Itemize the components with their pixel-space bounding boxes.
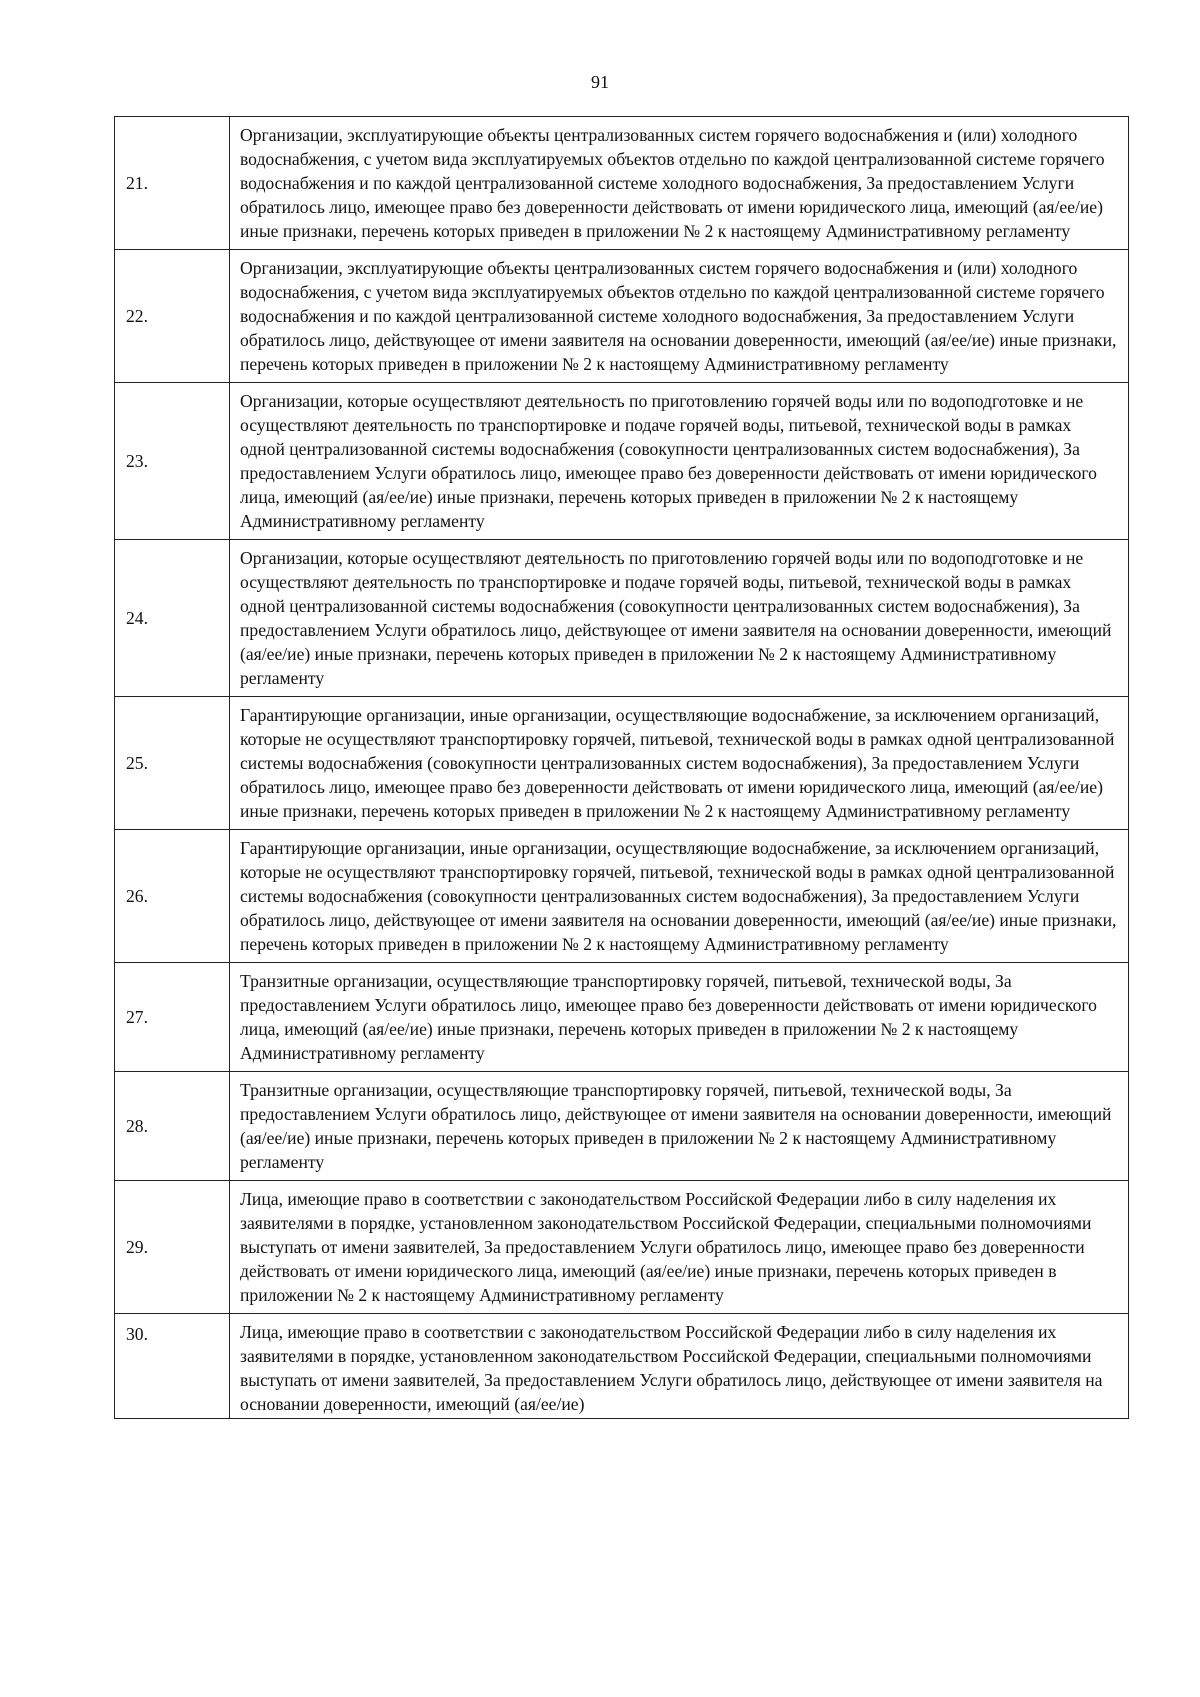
row-number: 28. [115, 1072, 230, 1181]
row-description: Лица, имеющие право в соответствии с законодательством Российской Федерации либо в силу наделения их заявителями в порядке, установленном законодательством Российской Федерации, специальными полномочиями выступать от имени заявителей, За предоставлением Услуги обратилось лицо, имеющее право без доверенности действовать от имени юридического лица, имеющий (ая/ее/ие) иные признаки, перечень которых приведен в приложении № 2 к настоящему Административному регламенту [230, 1181, 1129, 1314]
row-number: 25. [115, 697, 230, 830]
row-description: Гарантирующие организации, иные организации, осуществляющие водоснабжение, за исключением организаций, которые не осуществляют транспортировку горячей, питьевой, технической воды в рамках одной централизованной системы водоснабжения (совокупности централизованных систем водоснабжения), За предоставлением Услуги обратилось лицо, имеющее право без доверенности действовать от имени юридического лица, имеющий (ая/ее/ие) иные признаки, перечень которых приведен в приложении № 2 к настоящему Административному регламенту [230, 697, 1129, 830]
row-number: 26. [115, 830, 230, 963]
row-description: Транзитные организации, осуществляющие транспортировку горячей, питьевой, технической воды, За предоставлением Услуги обратилось лицо, имеющее право без доверенности действовать от имени юридического лица, имеющий (ая/ее/ие) иные признаки, перечень которых приведен в приложении № 2 к настоящему Административному регламенту [230, 963, 1129, 1072]
page-number: 91 [591, 72, 609, 92]
table-row [115, 1072, 1129, 1181]
row-description: Организации, которые осуществляют деятельность по приготовлению горячей воды или по водоподготовке и не осуществляют деятельность по транспортировке и подаче горячей воды, питьевой, технической воды в рамках одной централизованной системы водоснабжения (совокупности централизованных систем водоснабжения), За предоставлением Услуги обратилось лицо, имеющее право без доверенности действовать от имени юридического лица, имеющий (ая/ее/ие) иные признаки, перечень которых приведен в приложении № 2 к настоящему Административному регламенту [230, 383, 1129, 540]
row-number: 27. [115, 963, 230, 1072]
table-row [115, 1181, 1129, 1314]
table-row [115, 697, 1129, 830]
row-number: 22. [115, 250, 230, 383]
table-row [115, 383, 1129, 540]
table-row [115, 1314, 1129, 1419]
row-description: Организации, эксплуатирующие объекты централизованных систем горячего водоснабжения и (или) холодного водоснабжения, с учетом вида эксплуатируемых объектов отдельно по каждой централизованной системе горячего водоснабжения и по каждой централизованной системе холодного водоснабжения, За предоставлением Услуги обратилось лицо, действующее от имени заявителя на основании доверенности, имеющий (ая/ее/ие) иные признаки, перечень которых приведен в приложении № 2 к настоящему Административному регламенту [230, 250, 1129, 383]
row-number: 21. [115, 117, 230, 250]
row-number: 30. [115, 1314, 230, 1419]
table-row [115, 250, 1129, 383]
row-number: 29. [115, 1181, 230, 1314]
row-description: Организации, которые осуществляют деятельность по приготовлению горячей воды или по водоподготовке и не осуществляют деятельность по транспортировке и подаче горячей воды, питьевой, технической воды в рамках одной централизованной системы водоснабжения (совокупности централизованных систем водоснабжения), За предоставлением Услуги обратилось лицо, действующее от имени заявителя на основании доверенности, имеющий (ая/ее/ие) иные признаки, перечень которых приведен в приложении № 2 к настоящему Административному регламенту [230, 540, 1129, 697]
row-description: Гарантирующие организации, иные организации, осуществляющие водоснабжение, за исключением организаций, которые не осуществляют транспортировку горячей, питьевой, технической воды в рамках одной централизованной системы водоснабжения (совокупности централизованных систем водоснабжения), За предоставлением Услуги обратилось лицо, действующее от имени заявителя на основании доверенности, имеющий (ая/ее/ие) иные признаки, перечень которых приведен в приложении № 2 к настоящему Административному регламенту [230, 830, 1129, 963]
table-row [115, 117, 1129, 250]
row-description: Транзитные организации, осуществляющие транспортировку горячей, питьевой, технической воды, За предоставлением Услуги обратилось лицо, действующее от имени заявителя на основании доверенности, имеющий (ая/ее/ие) иные признаки, перечень которых приведен в приложении № 2 к настоящему Административному регламенту [230, 1072, 1129, 1181]
row-description: Организации, эксплуатирующие объекты централизованных систем горячего водоснабжения и (или) холодного водоснабжения, с учетом вида эксплуатируемых объектов отдельно по каждой централизованной системе горячего водоснабжения и по каждой централизованной системе холодного водоснабжения, За предоставлением Услуги обратилось лицо, имеющее право без доверенности действовать от имени юридического лица, имеющий (ая/ее/ие) иные признаки, перечень которых приведен в приложении № 2 к настоящему Административному регламенту [230, 117, 1129, 250]
table-row [115, 540, 1129, 697]
table-row [115, 963, 1129, 1072]
row-description: Лица, имеющие право в соответствии с законодательством Российской Федерации либо в силу наделения их заявителями в порядке, установленном законодательством Российской Федерации, специальными полномочиями выступать от имени заявителей, За предоставлением Услуги обратилось лицо, действующее от имени заявителя на основании доверенности, имеющий (ая/ее/ие) [230, 1314, 1129, 1419]
row-number: 23. [115, 383, 230, 540]
applicant-variants-table [114, 116, 1129, 1419]
row-number: 24. [115, 540, 230, 697]
table-row [115, 830, 1129, 963]
